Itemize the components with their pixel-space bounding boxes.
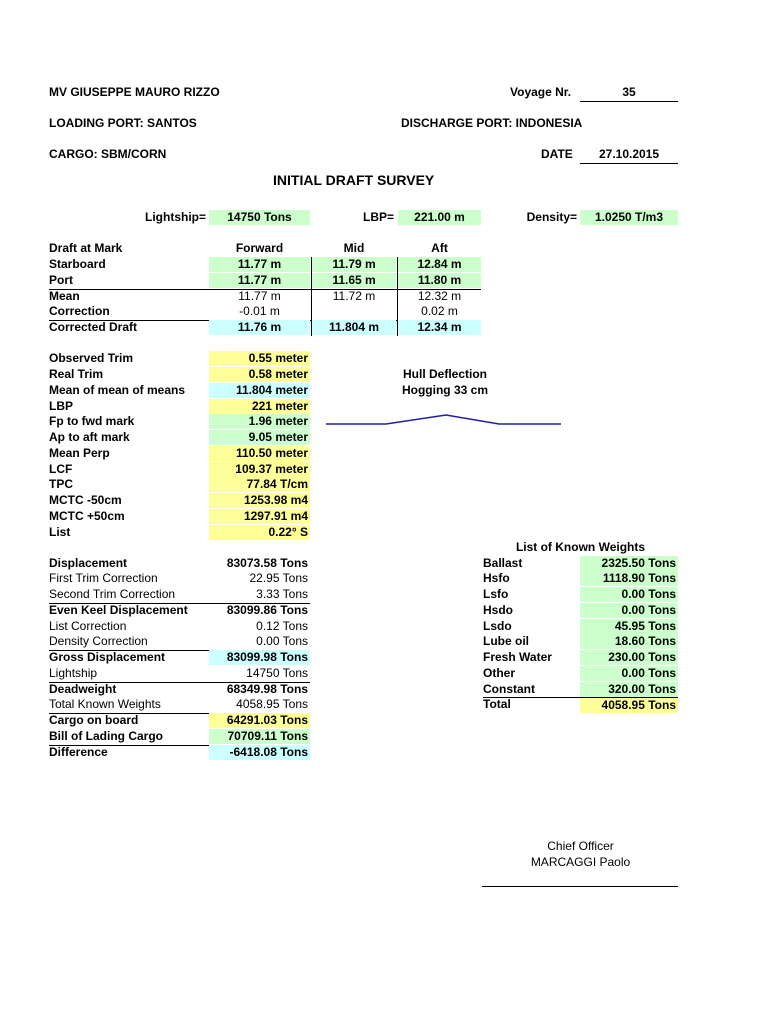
hydro-label: LCF [49,462,73,476]
draft-cell: 11.804 m [312,320,396,335]
draft-cell: 12.84 m [398,257,481,272]
lightship-label: Lightship= [145,210,206,224]
disp-value: -6418.08 Tons [209,745,310,760]
col-aft: Aft [431,241,448,255]
hydro-value: 9.05 meter [209,430,310,445]
weight-label: Hsfo [483,571,510,585]
hydro-value: 1.96 meter [209,414,310,429]
weight-value: 0.00 Tons [580,666,678,681]
voyage-underline [580,101,678,102]
hydro-label: Mean Perp [49,446,110,460]
weight-label: Other [483,666,516,680]
draft-cell: 11.79 m [312,257,396,272]
disp-label: Even Keel Displacement [49,603,188,617]
hydro-value: 77.84 T/cm [209,477,310,492]
date-value: 27.10.2015 [598,147,660,161]
weight-value: 320.00 Tons [580,682,678,697]
date-underline [580,163,678,164]
lbp-label: LBP= [362,210,394,224]
hydro-value: 221 meter [209,399,310,414]
hydro-value: 0.58 meter [209,367,310,382]
disp-label: Density Correction [49,634,148,648]
disp-label: List Correction [49,619,127,633]
weight-total-label: Total [483,697,511,711]
hull-deflection-diagram [320,405,570,435]
draft-cell: 11.65 m [312,273,396,288]
hydro-label: Fp to fwd mark [49,414,135,428]
weight-value: 2325.50 Tons [580,556,678,571]
disp-value: 0.12 Tons [256,619,308,633]
known-weights-title: List of Known Weights [515,540,646,554]
hydro-label: Ap to aft mark [49,430,130,444]
disp-value: 70709.11 Tons [209,729,310,744]
disp-label: Second Trim Correction [49,587,176,601]
weight-value: 0.00 Tons [580,603,678,618]
disp-value: 0.00 Tons [256,634,308,648]
disp-value: 14750 Tons [246,666,308,680]
deflection-value: Hogging 33 cm [401,383,488,397]
draft-row-label: Corrected Draft [49,320,138,334]
disp-label: Difference [49,745,108,759]
hydro-label: Observed Trim [49,351,134,365]
disp-value: 4058.95 Tons [236,697,308,711]
disp-label: Total Known Weights [49,697,161,711]
disp-value: 68349.98 Tons [226,682,308,696]
draft-col-separator [397,257,398,336]
signature-name: MARCAGGI Paolo [530,855,631,869]
disp-value: 3.33 Tons [256,587,308,601]
weight-label: Lsdo [483,619,512,633]
col-forward: Forward [235,241,284,255]
draft-row-label: Mean [49,289,80,303]
cargo: CARGO: SBM/CORN [49,147,167,161]
deflection-title: Hull Deflection [402,367,487,381]
draft-cell: 0.02 m [421,304,458,318]
hydro-label: Mean of mean of means [49,383,186,397]
density-label: Density= [526,210,577,224]
disp-label: Cargo on board [49,713,139,727]
draft-cell: 12.32 m [417,289,462,303]
disp-value: 83099.98 Tons [209,650,310,665]
col-mid: Mid [343,241,365,255]
draft-cell: 11.72 m [332,289,376,303]
lightship-value: 14750 Tons [209,210,310,225]
hull-deflection-line [326,415,561,424]
weight-total-value: 4058.95 Tons [580,698,678,713]
hydro-value: 1253.98 m4 [209,493,310,508]
voyage-label: Voyage Nr. [510,85,572,99]
hydro-label: MCTC -50cm [49,493,122,507]
hydro-label: MCTC +50cm [49,509,125,523]
signature-role: Chief Officer [547,839,614,853]
draft-cell: 11.76 m [209,320,310,335]
draft-cell [312,304,396,319]
hydro-label: LBP [49,399,73,413]
draft-header-label: Draft at Mark [49,241,123,255]
hydro-value: 110.50 meter [209,446,310,461]
disp-value: 64291.03 Tons [209,713,310,728]
draft-cell: 11.77 m [209,273,310,288]
draft-cell: -0.01 m [239,304,280,318]
draft-row-label: Starboard [49,257,106,271]
disp-label: Bill of Lading Cargo [49,729,163,743]
draft-cell: 12.34 m [398,320,481,335]
weight-label: Constant [483,682,535,696]
signature-line [482,886,678,887]
draft-cell: 11.80 m [398,273,481,288]
disp-label: Gross Displacement [49,650,166,664]
disp-value: 83073.58 Tons [226,556,308,570]
hydro-label: Real Trim [49,367,104,381]
draft-cell: 11.77 m [238,289,281,303]
draft-row-label: Port [49,273,73,287]
disp-value: 22.95 Tons [249,571,308,585]
voyage-value: 35 [622,85,636,99]
lbp-value: 221.00 m [398,210,481,225]
hydro-value: 109.37 meter [209,462,310,477]
weight-value: 45.95 Tons [580,619,678,634]
weight-value: 230.00 Tons [580,650,678,665]
disp-label: Lightship [49,666,98,680]
weight-label: Fresh Water [483,650,552,664]
discharge-port: DISCHARGE PORT: INDONESIA [401,116,583,130]
hydro-value: 1297.91 m4 [209,509,310,524]
draft-cell: 11.77 m [209,257,310,272]
hydro-value: 11.804 meter [209,383,310,398]
weight-label: Hsdo [483,603,513,617]
weight-value: 1118.90 Tons [580,571,678,586]
draft-col-separator [311,257,312,336]
disp-label: Displacement [49,556,128,570]
hydro-value: 0.22° S [209,525,310,540]
weight-value: 0.00 Tons [580,587,678,602]
disp-label: Deadweight [49,682,117,696]
vessel-name: MV GIUSEPPE MAURO RIZZO [49,85,220,99]
weight-value: 18.60 Tons [580,634,678,649]
hydro-label: List [49,525,71,539]
date-label: DATE [541,147,573,161]
disp-label: First Trim Correction [49,571,158,585]
density-value: 1.0250 T/m3 [580,210,678,225]
hydro-label: TPC [49,477,73,491]
weight-label: Lsfo [483,587,509,601]
disp-value: 83099.86 Tons [226,603,308,617]
weight-label: Lube oil [483,634,529,648]
draft-row-label: Correction [49,304,110,318]
weight-label: Ballast [483,556,523,570]
loading-port: LOADING PORT: SANTOS [49,116,197,130]
page-title: INITIAL DRAFT SURVEY [273,172,435,188]
hydro-value: 0.55 meter [209,351,310,366]
